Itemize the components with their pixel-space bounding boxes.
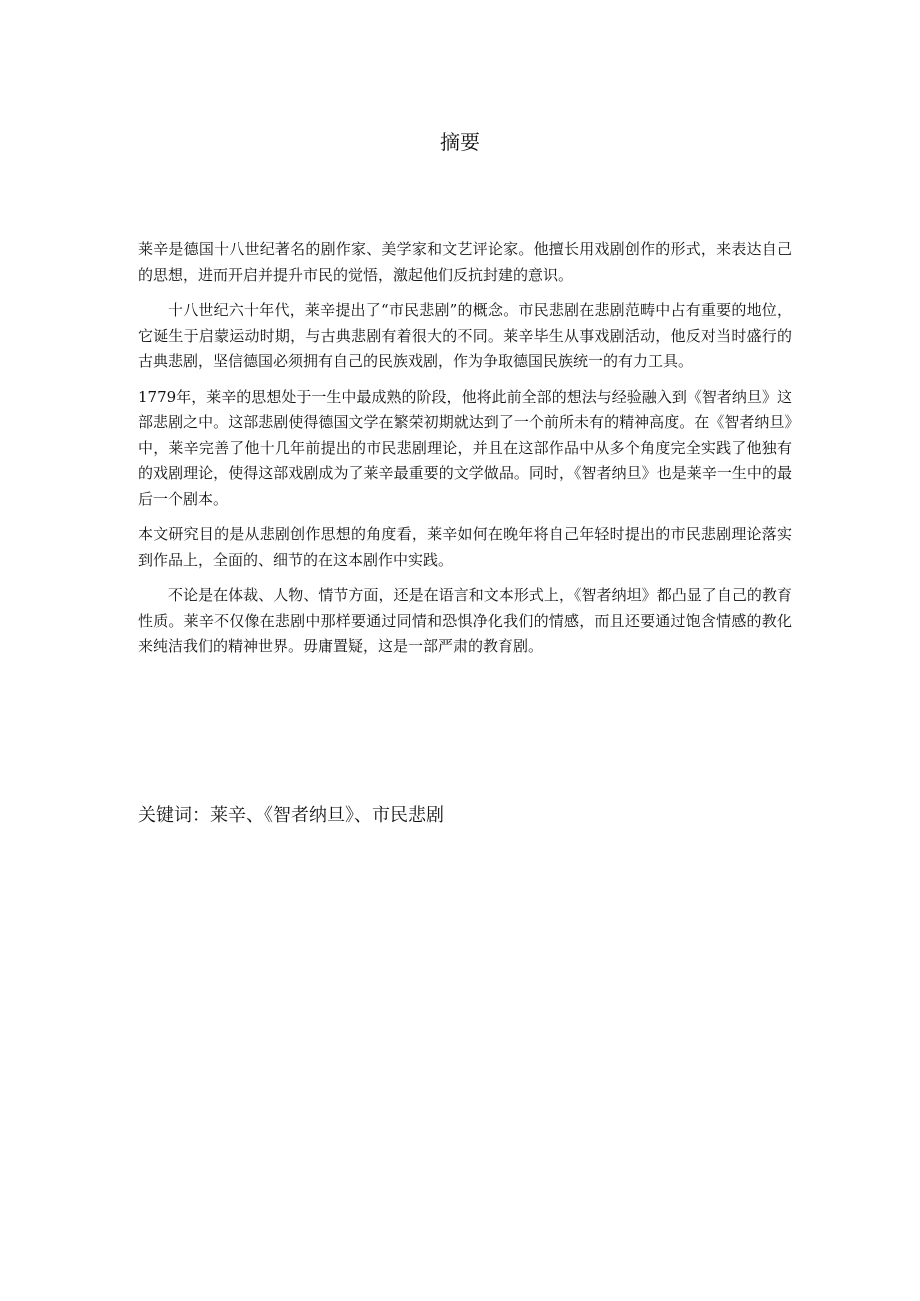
paragraph-4: 本文研究目的是从悲剧创作思想的角度看，莱辛如何在晚年将自己年轻时提出的市民悲剧理论落实到作品上，全面的、细节的在这本剧作中实践。 [138, 525, 792, 569]
paragraph-3: 1779年，莱辛的思想处于一生中最成熟的阶段，他将此前全部的想法与经验融入到《智者纳旦》这部悲剧之中。这部悲剧使得德国文学在繁荣初期就达到了一个前所未有的精神高度。在《智者纳旦》中，莱辛完善了他十几年前提出的市民悲剧理论，并且在这部作品中从多个角度完全实践了他独有的戏剧理论，使得这部戏剧成为了莱辛最重要的文学做品。同时，《智者纳旦》也是莱辛一生中的最后一个剧本。 [138, 387, 792, 508]
paragraph-1: 莱辛是德国十八世纪著名的剧作家、美学家和文艺评论家。他擅长用戏剧创作的形式，来表达自己的思想，进而开启并提升市民的觉悟，激起他们反抗封建的意识。 [138, 240, 792, 284]
paragraph-5: 不论是在体裁、人物、情节方面，还是在语言和文本形式上，《智者纳坦》都凸显了自己的教育性质。莱辛不仅像在悲剧中那样要通过同情和恐惧净化我们的情感，而且还要通过饱含情感的教化来纯洁我们的精神世界。毋庸置疑，这是一部严肃的教育剧。 [138, 586, 792, 655]
keywords-line: 关键词：莱辛、《智者纳旦》、市民悲剧 [138, 805, 444, 826]
paragraph-2: 十八世纪六十年代，莱辛提出了“市民悲剧”的概念。市民悲剧在悲剧范畴中占有重要的地位，它诞生于启蒙运动时期，与古典悲剧有着很大的不同。莱辛毕生从事戏剧活动，他反对当时盛行的古典悲剧，坚信德国必须拥有自己的民族戏剧，作为争取德国民族统一的有力工具。 [138, 301, 792, 370]
abstract-title: 摘要 [440, 130, 480, 154]
abstract-body [138, 237, 792, 670]
